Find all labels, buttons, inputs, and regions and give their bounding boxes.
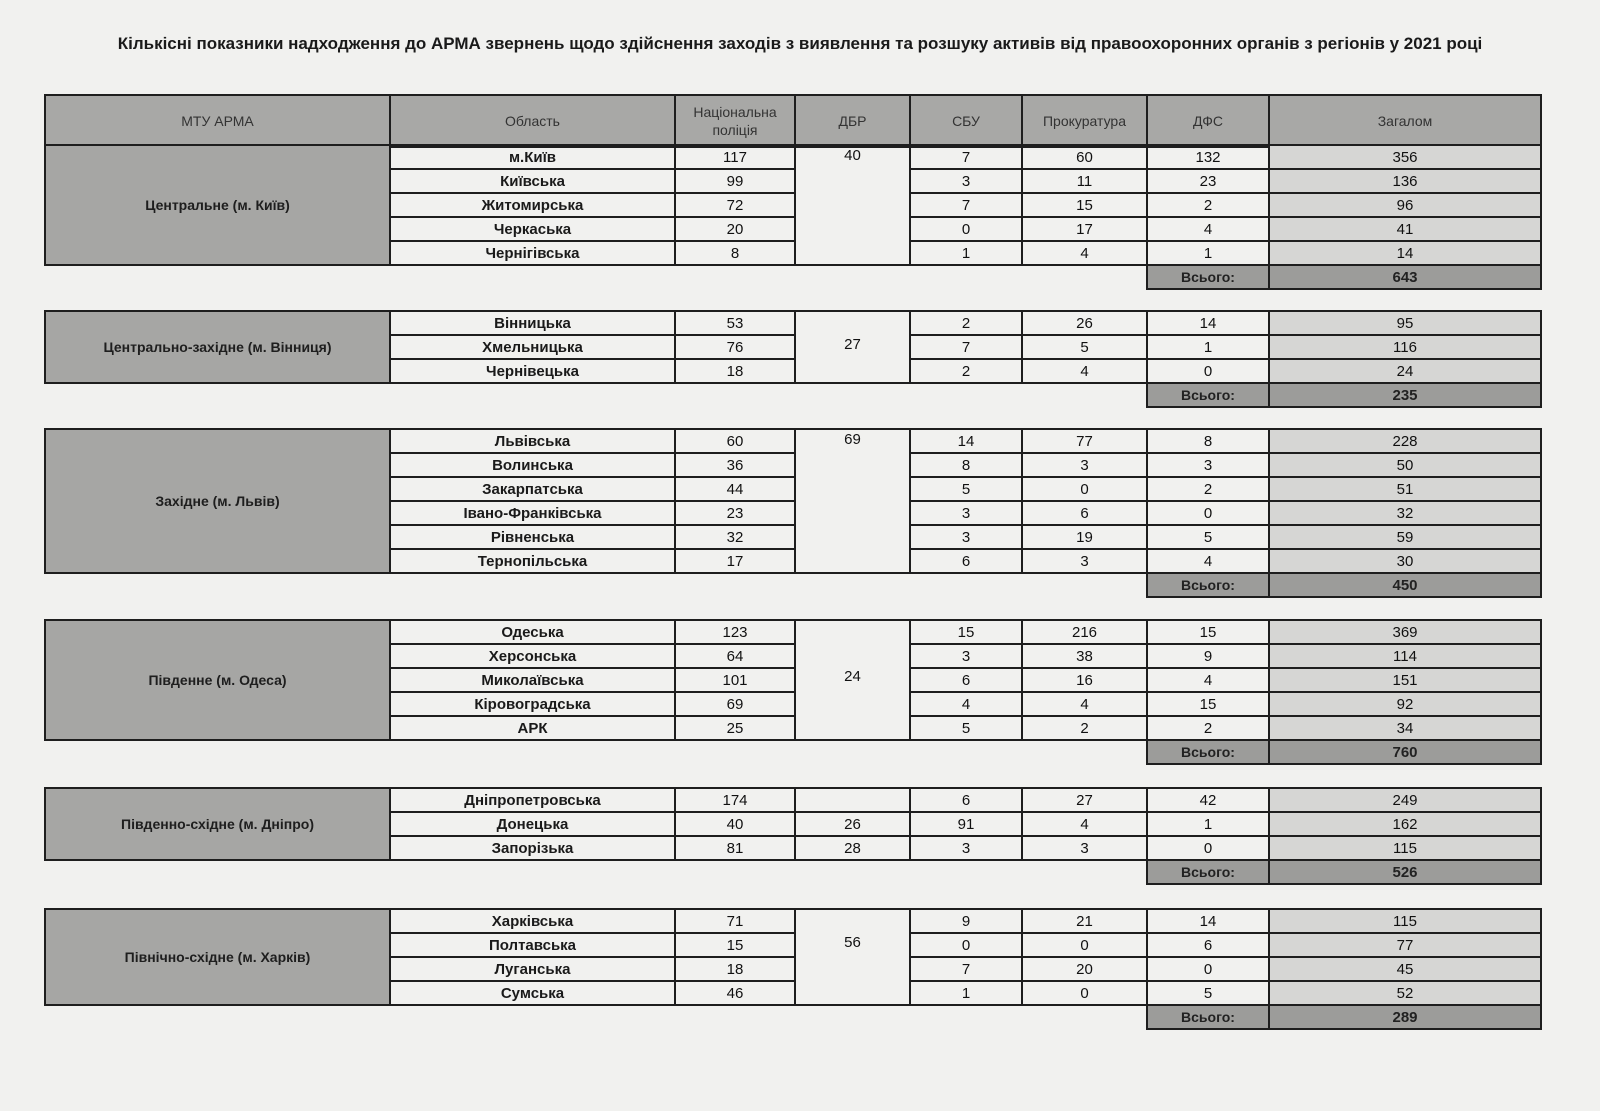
police-value: 15: [675, 933, 795, 957]
document-title: Кількісні показники надходження до АРМА звернень щодо здійснення заходів з виявлення та розшуку активів від правоохоронних органів з регіонів у 2021 році: [117, 34, 1483, 53]
oblast-name: Луганська: [390, 957, 675, 981]
region-block: [44, 908, 1542, 1030]
oblast-name: Харківська: [390, 909, 675, 933]
oblast-name: Рівненська: [390, 525, 675, 549]
dbr-value-text: 40: [844, 147, 861, 164]
sbu-value: 2: [910, 311, 1022, 335]
row-total-value: 369: [1269, 620, 1541, 644]
police-value: 8: [675, 241, 795, 265]
row-total-value: 249: [1269, 788, 1541, 812]
empty-cell: [910, 860, 1022, 884]
police-value: 69: [675, 692, 795, 716]
police-value: 64: [675, 644, 795, 668]
dfs-value: 3: [1147, 453, 1269, 477]
empty-cell: [675, 860, 795, 884]
sbu-value: 7: [910, 957, 1022, 981]
empty-cell: [675, 383, 795, 407]
oblast-name: АРК: [390, 716, 675, 740]
sbu-value: 5: [910, 477, 1022, 501]
total-label: Всього:: [1147, 265, 1269, 289]
police-value: 117: [675, 145, 795, 169]
police-value: 46: [675, 981, 795, 1005]
police-value: 76: [675, 335, 795, 359]
empty-cell: [795, 383, 910, 407]
oblast-name: Одеська: [390, 620, 675, 644]
dfs-value: 2: [1147, 193, 1269, 217]
sbu-value: 3: [910, 501, 1022, 525]
region-block: [44, 144, 1542, 290]
empty-cell: [390, 573, 675, 597]
region-total-value: 643: [1269, 265, 1541, 289]
police-value: 18: [675, 359, 795, 383]
oblast-name: Закарпатська: [390, 477, 675, 501]
sbu-value: 2: [910, 359, 1022, 383]
empty-cell: [390, 740, 675, 764]
row-total-value: 115: [1269, 836, 1541, 860]
region-total-value: 760: [1269, 740, 1541, 764]
police-value: 18: [675, 957, 795, 981]
empty-cell: [390, 265, 675, 289]
oblast-name: Тернопільська: [390, 549, 675, 573]
police-value: 40: [675, 812, 795, 836]
prosecutor-value: 0: [1022, 933, 1147, 957]
oblast-name: Миколаївська: [390, 668, 675, 692]
prosecutor-value: 3: [1022, 549, 1147, 573]
oblast-name: Кіровоградська: [390, 692, 675, 716]
empty-cell: [675, 265, 795, 289]
summary-row: [45, 265, 1541, 289]
table-header: [44, 94, 1542, 148]
sbu-value: 14: [910, 429, 1022, 453]
oblast-name: Житомирська: [390, 193, 675, 217]
total-label: Всього:: [1147, 383, 1269, 407]
dbr-value: [795, 909, 910, 1005]
row-total-value: 114: [1269, 644, 1541, 668]
prosecutor-value: 3: [1022, 453, 1147, 477]
dfs-value: 14: [1147, 311, 1269, 335]
oblast-name: Чернівецька: [390, 359, 675, 383]
sbu-value: 8: [910, 453, 1022, 477]
police-value: 99: [675, 169, 795, 193]
sbu-value: 3: [910, 525, 1022, 549]
header-sbu: СБУ: [910, 95, 1022, 147]
table-row: [45, 429, 1541, 453]
region-name: Західне (м. Львів): [45, 429, 390, 573]
prosecutor-value: 16: [1022, 668, 1147, 692]
dbr-value: 28: [795, 836, 910, 860]
police-value: 81: [675, 836, 795, 860]
prosecutor-value: 2: [1022, 716, 1147, 740]
police-value: 60: [675, 429, 795, 453]
police-value: 44: [675, 477, 795, 501]
total-label: Всього:: [1147, 573, 1269, 597]
empty-cell: [795, 1005, 910, 1029]
dbr-value: [795, 145, 910, 265]
sbu-value: 4: [910, 692, 1022, 716]
dfs-value: 5: [1147, 981, 1269, 1005]
police-value: 53: [675, 311, 795, 335]
sbu-value: 15: [910, 620, 1022, 644]
sbu-value: 0: [910, 933, 1022, 957]
sbu-value: 0: [910, 217, 1022, 241]
total-label: Всього:: [1147, 740, 1269, 764]
row-total-value: 356: [1269, 145, 1541, 169]
sbu-value: 7: [910, 335, 1022, 359]
sbu-value: 6: [910, 668, 1022, 692]
police-value: 23: [675, 501, 795, 525]
row-total-value: 14: [1269, 241, 1541, 265]
dbr-value-text: 27: [844, 336, 861, 353]
sbu-value: 3: [910, 644, 1022, 668]
dfs-value: 15: [1147, 620, 1269, 644]
police-value: 25: [675, 716, 795, 740]
header-prosecutor: Прокуратура: [1022, 95, 1147, 147]
region-total-value: 235: [1269, 383, 1541, 407]
prosecutor-value: 15: [1022, 193, 1147, 217]
sbu-value: 6: [910, 788, 1022, 812]
sbu-value: 6: [910, 549, 1022, 573]
dfs-value: 9: [1147, 644, 1269, 668]
dbr-value-text: 24: [844, 668, 861, 685]
region-block: [44, 310, 1542, 408]
summary-row: [45, 383, 1541, 407]
table-row: [45, 145, 1541, 169]
dfs-value: 0: [1147, 957, 1269, 981]
region-total-value: 526: [1269, 860, 1541, 884]
empty-cell: [45, 265, 390, 289]
empty-cell: [910, 740, 1022, 764]
dfs-value: 0: [1147, 359, 1269, 383]
oblast-name: Хмельницька: [390, 335, 675, 359]
oblast-name: Дніпропетровська: [390, 788, 675, 812]
empty-cell: [45, 860, 390, 884]
sbu-value: 3: [910, 169, 1022, 193]
prosecutor-value: 6: [1022, 501, 1147, 525]
dfs-value: 8: [1147, 429, 1269, 453]
region-block: [44, 787, 1542, 885]
empty-cell: [910, 573, 1022, 597]
summary-row: [45, 573, 1541, 597]
oblast-name: Львівська: [390, 429, 675, 453]
row-total-value: 34: [1269, 716, 1541, 740]
dfs-value: 4: [1147, 549, 1269, 573]
region-total-value: 289: [1269, 1005, 1541, 1029]
prosecutor-value: 11: [1022, 169, 1147, 193]
row-total-value: 30: [1269, 549, 1541, 573]
row-total-value: 162: [1269, 812, 1541, 836]
empty-cell: [1022, 265, 1147, 289]
prosecutor-value: 27: [1022, 788, 1147, 812]
police-value: 71: [675, 909, 795, 933]
sbu-value: 3: [910, 836, 1022, 860]
empty-cell: [795, 265, 910, 289]
empty-cell: [390, 1005, 675, 1029]
dfs-value: 0: [1147, 501, 1269, 525]
dfs-value: 1: [1147, 812, 1269, 836]
dfs-value: 4: [1147, 668, 1269, 692]
row-total-value: 41: [1269, 217, 1541, 241]
empty-cell: [910, 383, 1022, 407]
empty-cell: [45, 573, 390, 597]
prosecutor-value: 17: [1022, 217, 1147, 241]
region-total-value: 450: [1269, 573, 1541, 597]
row-total-value: 59: [1269, 525, 1541, 549]
sbu-value: 7: [910, 145, 1022, 169]
total-label: Всього:: [1147, 860, 1269, 884]
empty-cell: [910, 265, 1022, 289]
row-total-value: 95: [1269, 311, 1541, 335]
prosecutor-value: 0: [1022, 477, 1147, 501]
empty-cell: [45, 383, 390, 407]
police-value: 32: [675, 525, 795, 549]
prosecutor-value: 4: [1022, 359, 1147, 383]
prosecutor-value: 26: [1022, 311, 1147, 335]
summary-row: [45, 1005, 1541, 1029]
row-total-value: 116: [1269, 335, 1541, 359]
table-row: [45, 909, 1541, 933]
dfs-value: 0: [1147, 836, 1269, 860]
empty-cell: [1022, 740, 1147, 764]
row-total-value: 45: [1269, 957, 1541, 981]
police-value: 20: [675, 217, 795, 241]
prosecutor-value: 5: [1022, 335, 1147, 359]
police-value: 174: [675, 788, 795, 812]
empty-cell: [675, 1005, 795, 1029]
row-total-value: 24: [1269, 359, 1541, 383]
prosecutor-value: 3: [1022, 836, 1147, 860]
table-row: [45, 311, 1541, 335]
header-police: Національна поліція: [675, 95, 795, 147]
dfs-value: 2: [1147, 716, 1269, 740]
dfs-value: 132: [1147, 145, 1269, 169]
prosecutor-value: 216: [1022, 620, 1147, 644]
empty-cell: [390, 860, 675, 884]
row-total-value: 32: [1269, 501, 1541, 525]
sbu-value: 7: [910, 193, 1022, 217]
empty-cell: [910, 1005, 1022, 1029]
empty-cell: [675, 573, 795, 597]
police-value: 72: [675, 193, 795, 217]
dbr-value: [795, 429, 910, 573]
empty-cell: [390, 383, 675, 407]
oblast-name: Херсонська: [390, 644, 675, 668]
row-total-value: 52: [1269, 981, 1541, 1005]
dfs-value: 5: [1147, 525, 1269, 549]
dfs-value: 23: [1147, 169, 1269, 193]
police-value: 17: [675, 549, 795, 573]
region-name: Південно-східне (м. Дніпро): [45, 788, 390, 860]
oblast-name: Київська: [390, 169, 675, 193]
row-total-value: 51: [1269, 477, 1541, 501]
dbr-value-text: 69: [844, 431, 861, 448]
dfs-value: 42: [1147, 788, 1269, 812]
prosecutor-value: 77: [1022, 429, 1147, 453]
oblast-name: Вінницька: [390, 311, 675, 335]
dfs-value: 14: [1147, 909, 1269, 933]
dbr-value: [795, 620, 910, 740]
prosecutor-value: 60: [1022, 145, 1147, 169]
dbr-value: [795, 788, 910, 812]
sbu-value: 91: [910, 812, 1022, 836]
empty-cell: [1022, 573, 1147, 597]
region-name: Південне (м. Одеса): [45, 620, 390, 740]
sbu-value: 1: [910, 981, 1022, 1005]
empty-cell: [45, 740, 390, 764]
row-total-value: 136: [1269, 169, 1541, 193]
region-name: Центрально-західне (м. Вінниця): [45, 311, 390, 383]
oblast-name: м.Київ: [390, 145, 675, 169]
oblast-name: Сумська: [390, 981, 675, 1005]
row-total-value: 115: [1269, 909, 1541, 933]
police-value: 36: [675, 453, 795, 477]
total-label: Всього:: [1147, 1005, 1269, 1029]
table-row: [45, 788, 1541, 812]
oblast-name: Чернігівська: [390, 241, 675, 265]
police-value: 123: [675, 620, 795, 644]
header-mtu: МТУ АРМА: [45, 95, 390, 147]
sbu-value: 9: [910, 909, 1022, 933]
dfs-value: 1: [1147, 241, 1269, 265]
sbu-value: 5: [910, 716, 1022, 740]
oblast-name: Івано-Франківська: [390, 501, 675, 525]
region-name: Північно-східне (м. Харків): [45, 909, 390, 1005]
empty-cell: [1022, 860, 1147, 884]
prosecutor-value: 21: [1022, 909, 1147, 933]
sbu-value: 1: [910, 241, 1022, 265]
row-total-value: 151: [1269, 668, 1541, 692]
dfs-value: 15: [1147, 692, 1269, 716]
row-total-value: 50: [1269, 453, 1541, 477]
oblast-name: Донецька: [390, 812, 675, 836]
empty-cell: [795, 860, 910, 884]
oblast-name: Полтавська: [390, 933, 675, 957]
empty-cell: [795, 740, 910, 764]
table-row: [45, 620, 1541, 644]
region-block: [44, 428, 1542, 598]
prosecutor-value: 4: [1022, 692, 1147, 716]
oblast-name: Волинська: [390, 453, 675, 477]
header-dbr: ДБР: [795, 95, 910, 147]
prosecutor-value: 4: [1022, 241, 1147, 265]
row-total-value: 96: [1269, 193, 1541, 217]
region-block: [44, 619, 1542, 765]
prosecutor-value: 4: [1022, 812, 1147, 836]
oblast-name: Черкаська: [390, 217, 675, 241]
prosecutor-value: 19: [1022, 525, 1147, 549]
empty-cell: [45, 1005, 390, 1029]
prosecutor-value: 38: [1022, 644, 1147, 668]
row-total-value: 92: [1269, 692, 1541, 716]
header-dfs: ДФС: [1147, 95, 1269, 147]
dfs-value: 4: [1147, 217, 1269, 241]
empty-cell: [675, 740, 795, 764]
dbr-value-text: 56: [844, 934, 861, 951]
empty-cell: [795, 573, 910, 597]
dbr-value: [795, 311, 910, 383]
empty-cell: [1022, 1005, 1147, 1029]
prosecutor-value: 20: [1022, 957, 1147, 981]
dbr-value: 26: [795, 812, 910, 836]
summary-row: [45, 860, 1541, 884]
header-oblast: Область: [390, 95, 675, 147]
header-total: Загалом: [1269, 95, 1541, 147]
empty-cell: [1022, 383, 1147, 407]
row-total-value: 228: [1269, 429, 1541, 453]
prosecutor-value: 0: [1022, 981, 1147, 1005]
row-total-value: 77: [1269, 933, 1541, 957]
region-name: Центральне (м. Київ): [45, 145, 390, 265]
dfs-value: 2: [1147, 477, 1269, 501]
dfs-value: 6: [1147, 933, 1269, 957]
oblast-name: Запорізька: [390, 836, 675, 860]
summary-row: [45, 740, 1541, 764]
police-value: 101: [675, 668, 795, 692]
dfs-value: 1: [1147, 335, 1269, 359]
